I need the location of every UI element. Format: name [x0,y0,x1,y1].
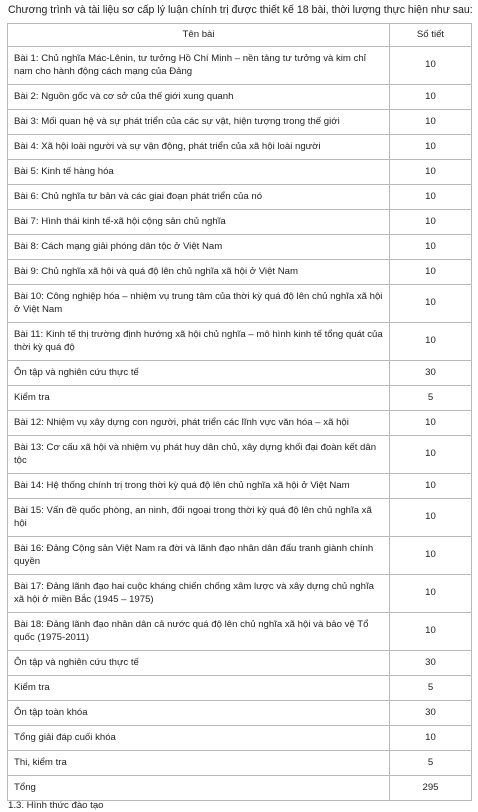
lesson-hours: 10 [390,474,472,499]
lesson-name: Bài 11: Kinh tế thị trường định hướng xã hội chủ nghĩa – mô hình kinh tế tổng quát của thời kỳ quá độ [8,323,390,361]
table-row-total [8,776,472,801]
lesson-hours: 10 [390,537,472,575]
lesson-hours: 10 [390,160,472,185]
table-row [8,676,472,701]
lesson-hours: 10 [390,285,472,323]
table-row [8,47,472,85]
table-row [8,751,472,776]
lesson-hours: 10 [390,110,472,135]
lesson-hours: 10 [390,575,472,613]
table-row [8,135,472,160]
lesson-name: Bài 7: Hình thái kinh tế-xã hội cộng sản chủ nghĩa [8,210,390,235]
lesson-hours: 10 [390,85,472,110]
table-header-row [8,24,472,47]
lesson-name: Tổng giải đáp cuối khóa [8,726,390,751]
table-row [8,260,472,285]
lesson-name: Tổng [8,776,390,801]
lesson-hours: 30 [390,651,472,676]
lesson-hours: 30 [390,701,472,726]
table-row [8,85,472,110]
lesson-hours: 5 [390,676,472,701]
lesson-name: Bài 17: Đảng lãnh đạo hai cuộc kháng chiến chống xâm lược và xây dựng chủ nghĩa xã hội ở miền Bắc (1945 – 1975) [8,575,390,613]
lesson-hours: 10 [390,411,472,436]
intro-text: Chương trình và tài liệu sơ cấp lý luận chính trị được thiết kế 18 bài, thời lượng thực hiện như sau: [8,4,473,16]
lesson-name: Bài 14: Hệ thống chính trị trong thời kỳ quá độ lên chủ nghĩa xã hội ở Việt Nam [8,474,390,499]
lesson-hours: 10 [390,436,472,474]
lesson-hours: 30 [390,361,472,386]
lesson-name: Bài 4: Xã hội loài người và sự vận động, phát triển của xã hội loài người [8,135,390,160]
lesson-hours: 10 [390,185,472,210]
table-row [8,323,472,361]
table-row [8,436,472,474]
lesson-name: Bài 2: Nguồn gốc và cơ sở của thế giới xung quanh [8,85,390,110]
lesson-hours: 5 [390,751,472,776]
table-row [8,235,472,260]
table-row [8,285,472,323]
column-header-hours: Số tiết [390,24,472,47]
lesson-name: Bài 18: Đảng lãnh đạo nhân dân cả nước quá độ lên chủ nghĩa xã hội và bảo vệ Tổ quốc (1975-2011) [8,613,390,651]
lesson-name: Ôn tập toàn khóa [8,701,390,726]
lesson-name: Bài 6: Chủ nghĩa tư bản và các giai đoạn phát triển của nó [8,185,390,210]
lesson-hours: 10 [390,499,472,537]
lesson-hours: 10 [390,135,472,160]
lesson-hours: 10 [390,613,472,651]
lesson-name: Bài 5: Kinh tế hàng hóa [8,160,390,185]
column-header-lesson-name: Tên bài [8,24,390,47]
table-row [8,185,472,210]
lesson-hours: 5 [390,386,472,411]
table-row [8,575,472,613]
lessons-table [7,23,472,801]
table-row [8,361,472,386]
lesson-hours: 10 [390,210,472,235]
lesson-name: Bài 16: Đảng Cộng sản Việt Nam ra đời và lãnh đạo nhân dân đấu tranh giành chính quyền [8,537,390,575]
lesson-hours: 295 [390,776,472,801]
lesson-name: Bài 10: Công nghiệp hóa – nhiệm vụ trung tâm của thời kỳ quá độ lên chủ nghĩa xã hội ở Việt Nam [8,285,390,323]
lesson-name: Ôn tập và nghiên cứu thực tế [8,361,390,386]
table-row [8,537,472,575]
lesson-hours: 10 [390,260,472,285]
table-row [8,411,472,436]
table-row [8,701,472,726]
lesson-hours: 10 [390,235,472,260]
lesson-name: Kiểm tra [8,386,390,411]
table-row [8,499,472,537]
lesson-name: Thi, kiểm tra [8,751,390,776]
lesson-name: Bài 15: Vấn đề quốc phòng, an ninh, đối ngoại trong thời kỳ quá độ lên chủ nghĩa xã hội [8,499,390,537]
lesson-name: Bài 1: Chủ nghĩa Mác-Lênin, tư tưởng Hồ Chí Minh – nền tảng tư tưởng và kim chỉ nam cho hành động cách mạng của Đảng [8,47,390,85]
table-row [8,386,472,411]
lesson-name: Bài 3: Mối quan hệ và sự phát triển của các sự vật, hiện tượng trong thế giới [8,110,390,135]
table-row [8,726,472,751]
lesson-hours: 10 [390,323,472,361]
lesson-name: Kiểm tra [8,676,390,701]
lesson-name: Bài 8: Cách mạng giải phóng dân tộc ở Việt Nam [8,235,390,260]
table-row [8,613,472,651]
table-row [8,651,472,676]
lesson-hours: 10 [390,47,472,85]
lesson-name: Ôn tập và nghiên cứu thực tế [8,651,390,676]
lesson-name: Bài 9: Chủ nghĩa xã hội và quá độ lên chủ nghĩa xã hội ở Việt Nam [8,260,390,285]
lesson-name: Bài 13: Cơ cấu xã hội và nhiệm vụ phát huy dân chủ, xây dựng khối đại đoàn kết dân tộc [8,436,390,474]
table-row [8,210,472,235]
next-section-heading: 1.3. Hình thức đào tạo [8,800,104,811]
table-row [8,474,472,499]
table-row [8,110,472,135]
lesson-hours: 10 [390,726,472,751]
lesson-name: Bài 12: Nhiệm vụ xây dựng con người, phát triển các lĩnh vực văn hóa – xã hội [8,411,390,436]
table-row [8,160,472,185]
